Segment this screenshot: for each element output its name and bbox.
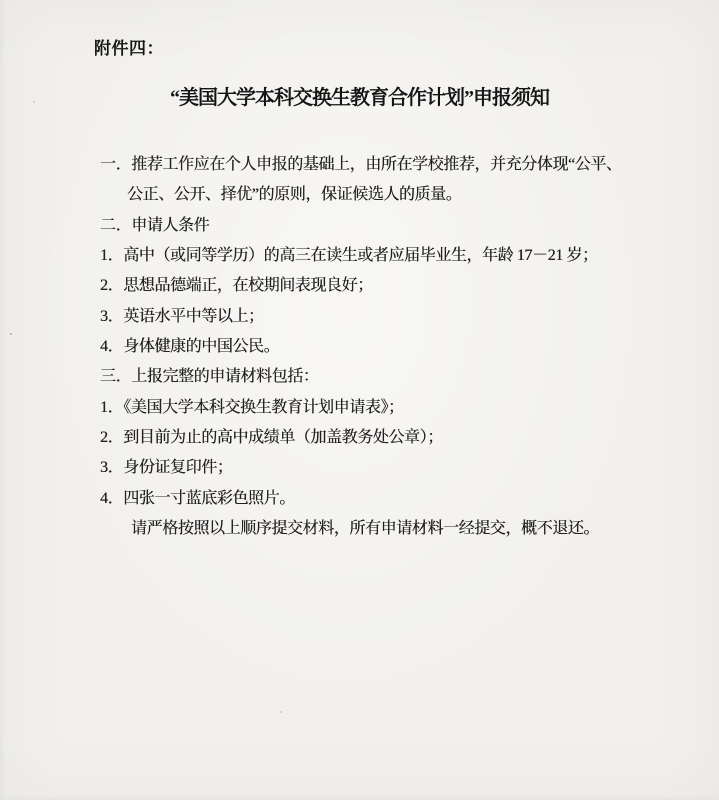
doc-line-material-4: 4．四张一寸蓝底彩色照片。 xyxy=(100,489,295,507)
doc-line-section-3: 三．上报完整的申请材料包括： xyxy=(100,368,319,386)
document-body xyxy=(100,150,645,544)
doc-line-closing-note: 请严格按照以上顺序提交材料，所有申请材料一经提交，概不退还。 xyxy=(131,519,600,537)
doc-line-condition-2: 2．思想品德端正，在校期间表现良好； xyxy=(100,277,373,295)
doc-line-material-3: 3．身份证复印件； xyxy=(100,459,233,477)
doc-line-section-2: 二．申请人条件 xyxy=(100,216,210,234)
doc-line-material-1: 1．《美国大学本科交换生教育计划申请表》； xyxy=(100,398,404,416)
attachment-label: 附件四： xyxy=(94,39,164,58)
doc-line-material-2: 2．到目前为止的高中成绩单（加盖教务处公章）； xyxy=(100,428,443,446)
scan-speck xyxy=(10,333,12,335)
scan-speck xyxy=(280,711,282,713)
doc-line-section-1: 一．推荐工作应在个人申报的基础上，由所在学校推荐，并充分体现“公平、 xyxy=(100,156,622,173)
doc-line-condition-4: 4．身体健康的中国公民。 xyxy=(100,337,280,355)
doc-line-condition-3: 3．英语水平中等以上； xyxy=(100,307,264,325)
doc-line-condition-1: 1．高中（或同等学历）的高三在读生或者应届毕业生，年龄 17－21 岁； xyxy=(100,246,598,264)
page-title: “美国大学本科交换生教育合作计划”申报须知 xyxy=(170,87,549,109)
scan-speck xyxy=(33,101,35,103)
doc-line-section-1-cont: 公正、公开、择优”的原则，保证候选人的质量。 xyxy=(127,186,462,204)
